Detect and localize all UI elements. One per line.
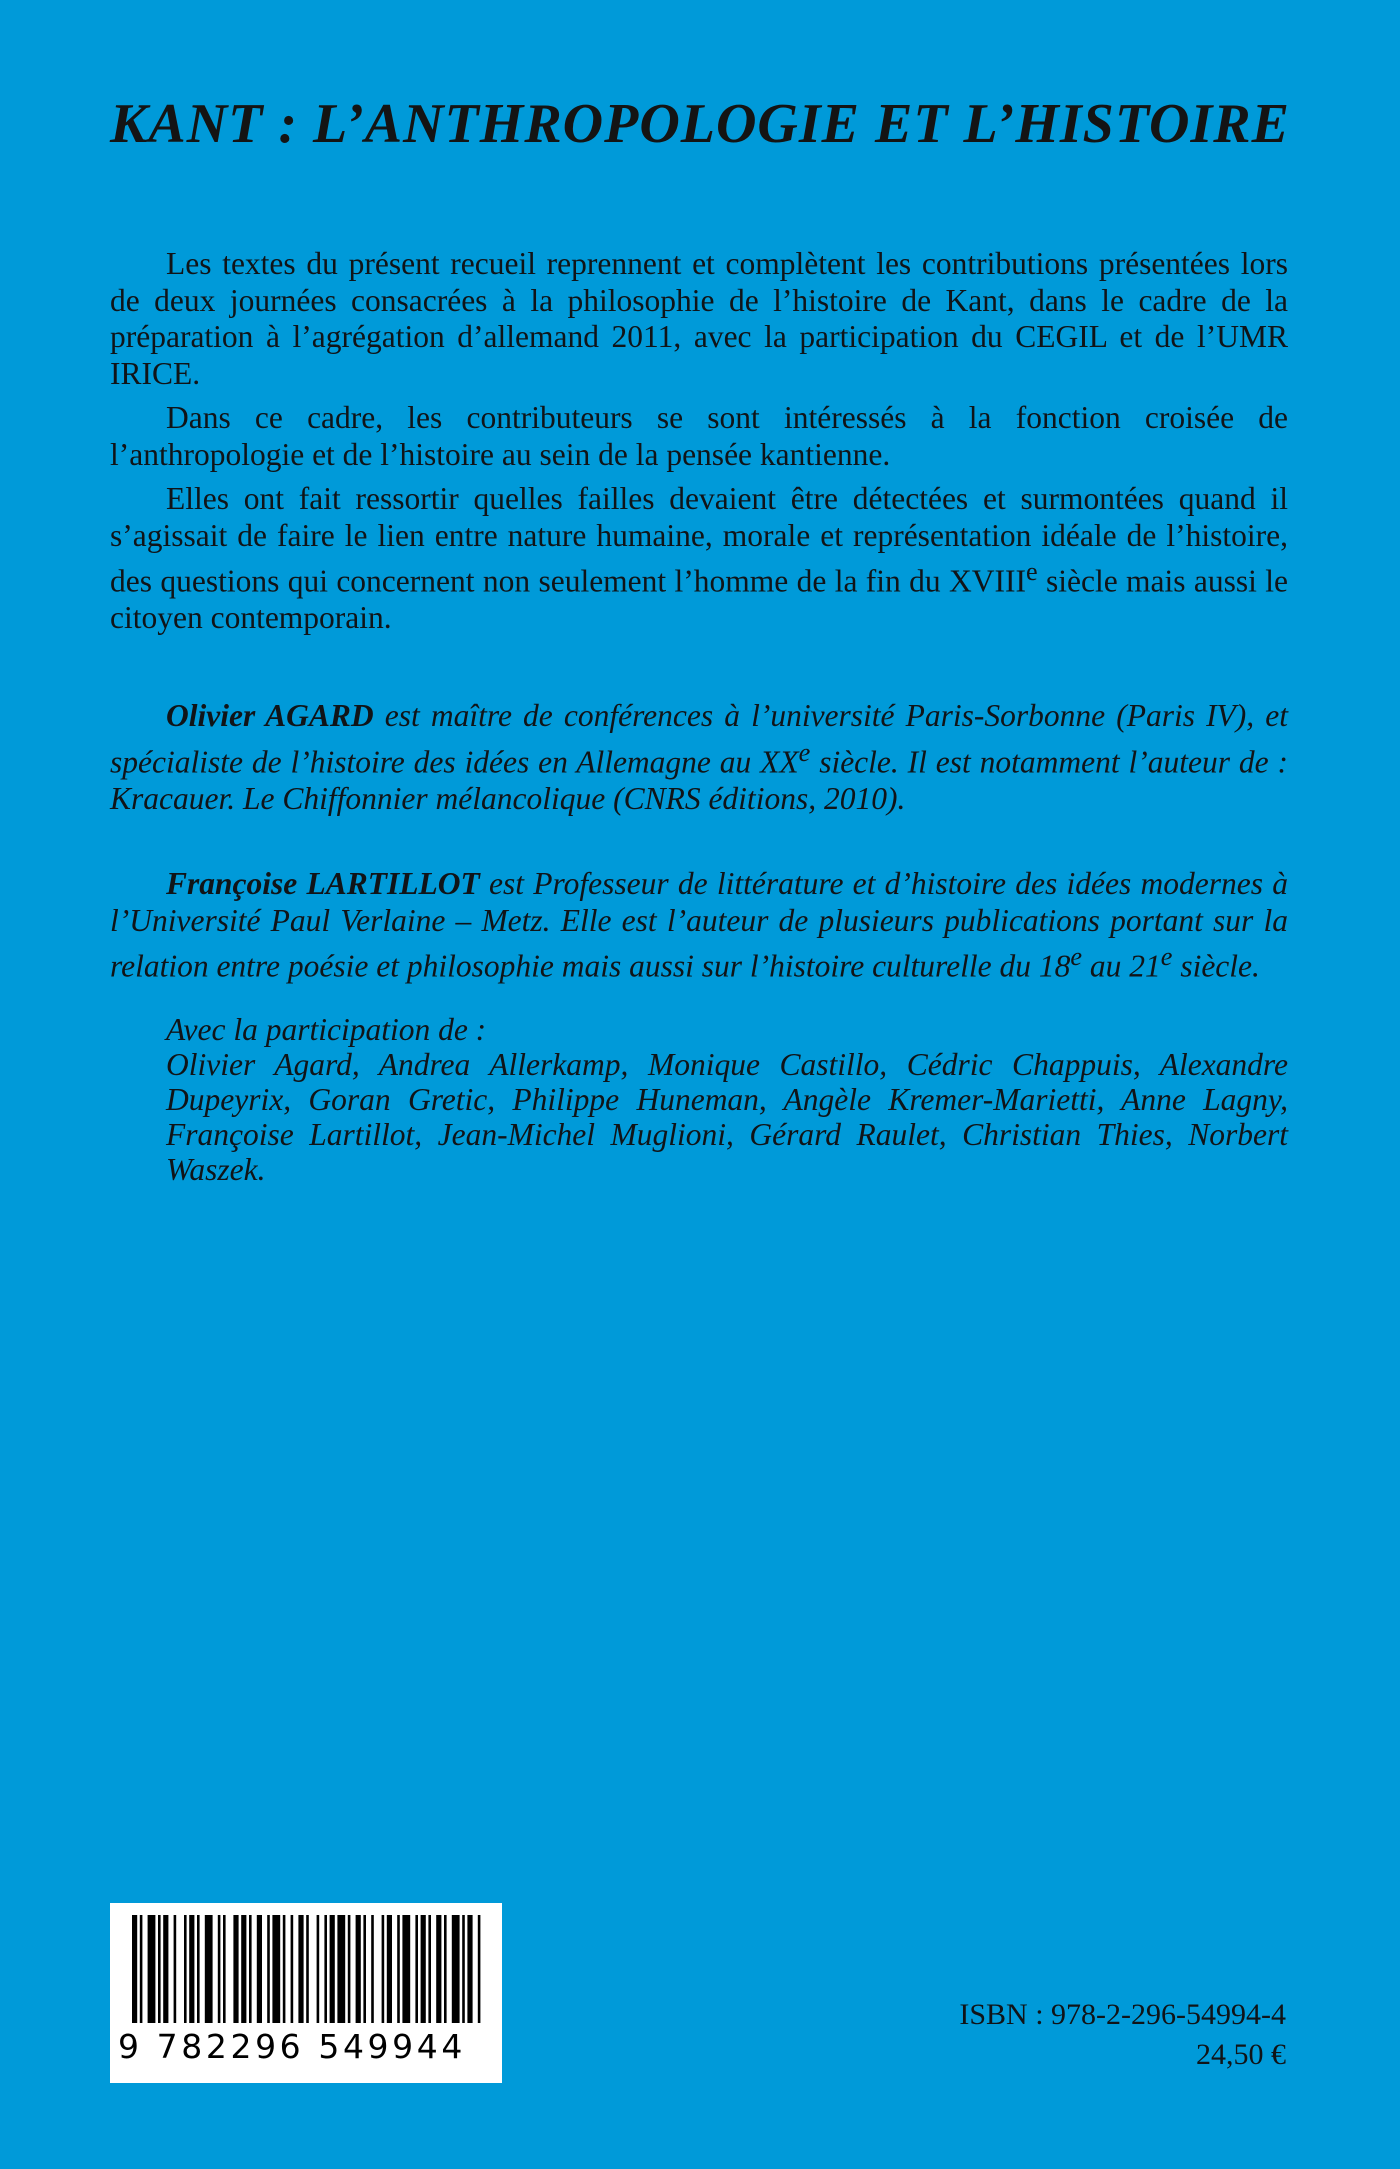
barcode-bar bbox=[382, 1915, 385, 2023]
author-bio-lartillot bbox=[110, 866, 1288, 985]
barcode bbox=[110, 1903, 502, 2083]
barcode-bar bbox=[298, 1915, 303, 2023]
barcode-bar bbox=[267, 1915, 270, 2023]
superscript: e bbox=[798, 737, 811, 767]
barcode-bar bbox=[337, 1915, 345, 2023]
barcode-bar bbox=[436, 1915, 441, 2023]
bio-text: est Professeur de littérature et d’histoire des idées modernes à l’Université Paul Verlaine – Metz. Elle est l’auteur de plusieurs publications portant sur la relation entre poésie et philosophie mais aussi sur l’histoire culturelle du 18 bbox=[110, 866, 1288, 984]
barcode-bar bbox=[249, 1915, 252, 2023]
barcode-bar bbox=[444, 1915, 447, 2023]
barcode-bar bbox=[158, 1915, 161, 2023]
summary-paragraph: Les textes du présent recueil reprennent et complètent les contributions présentées lors de deux journées consacrées à la philosophie de l’histoire de Kant, dans le cadre de la préparation à l’agrégation d’allemand 2011, avec la participation du CEGIL et de l’UMR IRICE. bbox=[110, 246, 1288, 391]
barcode-bar bbox=[291, 1915, 294, 2023]
author-name: Françoise LARTILLOT bbox=[166, 866, 480, 901]
barcode-bar bbox=[218, 1915, 221, 2023]
barcode-bar bbox=[462, 1915, 465, 2023]
barcode-bar bbox=[283, 1915, 286, 2023]
barcode-bar bbox=[324, 1915, 327, 2023]
barcode-bar bbox=[174, 1915, 177, 2023]
barcode-bar bbox=[387, 1915, 392, 2023]
barcode-bar bbox=[428, 1915, 431, 2023]
superscript: e bbox=[1070, 942, 1083, 971]
barcode-bar bbox=[421, 1915, 426, 2023]
bio-text: au 21 bbox=[1082, 948, 1161, 984]
bio-text: siècle. bbox=[1172, 948, 1260, 984]
barcode-bar bbox=[148, 1915, 156, 2023]
barcode-bar bbox=[306, 1915, 309, 2023]
participants bbox=[110, 1012, 1288, 1187]
isbn: ISBN : 978-2-296-54994-4 bbox=[959, 1998, 1286, 2031]
barcode-bar bbox=[223, 1915, 226, 2023]
superscript: e bbox=[1025, 557, 1038, 586]
author-bio-agard bbox=[110, 698, 1288, 817]
barcode-bar bbox=[257, 1915, 262, 2023]
barcode-bar bbox=[452, 1915, 460, 2023]
summary-paragraph: Dans ce cadre, les contributeurs se sont intéressés à la fonction croisée de l’anthropologie et de l’histoire au sein de la pensée kantienne. bbox=[110, 400, 1288, 472]
barcode-bar bbox=[184, 1915, 187, 2023]
barcode-bar bbox=[371, 1915, 374, 2023]
bio-text: est maître de conférences à l’université Paris-Sorbonne (Paris IV), et spécialiste de l’histoire des idées en Allemagne au XX bbox=[110, 698, 1288, 779]
barcode-digits: 9 782296 549944 bbox=[118, 2027, 466, 2066]
barcode-bar bbox=[272, 1915, 280, 2023]
barcode-bar bbox=[197, 1915, 200, 2023]
barcode-bar bbox=[317, 1915, 320, 2023]
barcode-bar bbox=[163, 1915, 168, 2023]
barcode-bar bbox=[233, 1915, 238, 2023]
barcode-bar bbox=[415, 1915, 418, 2023]
summary-text: siècle mais aussi le citoyen contemporain. bbox=[110, 563, 1288, 635]
barcode-bar bbox=[467, 1915, 472, 2023]
barcode-bar bbox=[241, 1915, 246, 2023]
summary bbox=[110, 246, 1288, 645]
barcode-bar bbox=[402, 1915, 410, 2023]
superscript: e bbox=[1160, 942, 1173, 971]
book-title: KANT : L’ANTHROPOLOGIE ET L’HISTOIRE bbox=[110, 93, 1290, 155]
price: 24,50 € bbox=[1196, 2038, 1286, 2071]
summary-paragraph bbox=[110, 481, 1288, 637]
barcode-bar bbox=[363, 1915, 366, 2023]
participants-lead: Avec la participation de : bbox=[166, 1012, 487, 1047]
bio-text: siècle. Il est notamment l’auteur de : Kracauer. Le Chiffonnier mélancolique (CNRS éditions, 2010). bbox=[110, 744, 1288, 816]
barcode-bar bbox=[348, 1915, 351, 2023]
participants-names: Olivier Agard, Andrea Allerkamp, Monique Castillo, Cédric Chappuis, Alexandre Dupeyrix, Goran Gretic, Philippe Huneman, Angèle Kremer-Marietti, Anne Lagny, Françoise Lartillot, Jean-Michel Muglioni, Gérard Raulet, Christian Thies, Norbert Waszek. bbox=[166, 1047, 1288, 1187]
barcode-bar bbox=[205, 1915, 213, 2023]
author-name: Olivier AGARD bbox=[166, 698, 374, 733]
barcode-bar bbox=[132, 1915, 137, 2023]
barcode-bar bbox=[397, 1915, 400, 2023]
barcode-bar bbox=[140, 1915, 143, 2023]
barcode-bar bbox=[330, 1915, 335, 2023]
barcode-bar bbox=[189, 1915, 194, 2023]
summary-text: Elles ont fait ressortir quelles failles devaient être détectées et surmontées quand il s’agissait de faire le lien entre nature humaine, morale et représentation idéale de l’histoire, des questions qui concernent non seulement l’homme de la fin du XVIII bbox=[110, 481, 1288, 599]
barcode-bar bbox=[356, 1915, 361, 2023]
barcode-bar bbox=[478, 1915, 481, 2023]
